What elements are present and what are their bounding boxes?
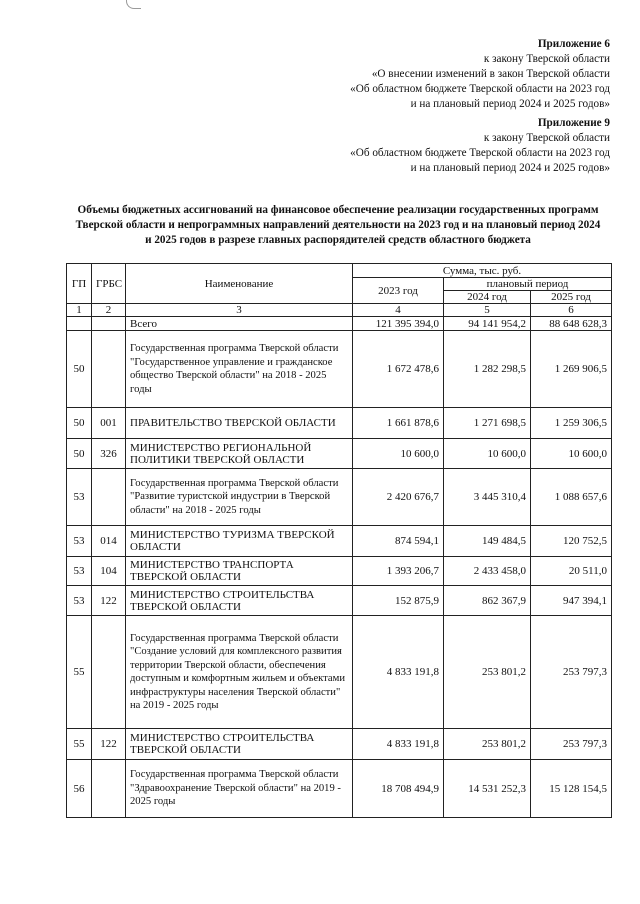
row-name: ПРАВИТЕЛЬСТВО ТВЕРСКОЙ ОБЛАСТИ	[126, 408, 353, 439]
header-name: Наименование	[126, 264, 353, 304]
document-title-line: Тверской области и непрограммных направлений деятельности на 2023 год и на плановый период 2024	[75, 219, 601, 231]
value-2025: 1 259 306,5	[531, 408, 612, 439]
document-title-line: Объемы бюджетных ассигнований на финансовое обеспечение реализации государственных программ	[77, 204, 599, 216]
column-number: 2	[92, 304, 126, 317]
table-row	[67, 439, 612, 469]
value-2024: 2 433 458,0	[444, 557, 531, 586]
value-2025: 10 600,0	[531, 439, 612, 469]
row-name: МИНИСТЕРСТВО СТРОИТЕЛЬСТВА ТВЕРСКОЙ ОБЛАСТИ	[126, 586, 353, 616]
grbs-code: 001	[92, 408, 126, 439]
gp-code: 56	[67, 760, 92, 818]
value-2023: 874 594,1	[353, 526, 444, 557]
header-2025: 2025 год	[531, 291, 612, 304]
value-2024: 862 367,9	[444, 586, 531, 616]
row-name: Государственная программа Тверской области "Развитие туристской индустрии в Тверской области" на 2018 - 2025 годы	[126, 469, 353, 526]
budget-table	[66, 263, 612, 818]
appendix-9-line: «Об областном бюджете Тверской области на 2023 год	[350, 147, 610, 159]
header-gp: ГП	[67, 264, 92, 304]
total-label: Всего	[126, 317, 353, 331]
value-2024: 149 484,5	[444, 526, 531, 557]
gp-code: 53	[67, 557, 92, 586]
column-number: 5	[444, 304, 531, 317]
row-name: Государственная программа Тверской области "Государственное управление и гражданское общество Тверской области" на 2018 - 2025 годы	[126, 331, 353, 408]
grbs-code	[92, 469, 126, 526]
value-2025: 1 269 906,5	[531, 331, 612, 408]
grbs-code	[92, 331, 126, 408]
column-number: 4	[353, 304, 444, 317]
value-2023: 2 420 676,7	[353, 469, 444, 526]
value-2024: 10 600,0	[444, 439, 531, 469]
total-2023: 121 395 394,0	[353, 317, 444, 331]
table-row	[67, 557, 612, 586]
value-2023: 4 833 191,8	[353, 616, 444, 729]
row-name: Государственная программа Тверской области "Здравоохранение Тверской области" на 2019 - 2025 годы	[126, 760, 353, 818]
appendix-9-title: Приложение 9	[537, 117, 610, 129]
table-row	[67, 408, 612, 439]
value-2023: 4 833 191,8	[353, 729, 444, 760]
grbs-code: 326	[92, 439, 126, 469]
value-2025: 15 128 154,5	[531, 760, 612, 818]
header-2023: 2023 год	[353, 278, 444, 304]
value-2023: 152 875,9	[353, 586, 444, 616]
header-grbs: ГРБС	[92, 264, 126, 304]
value-2023: 1 393 206,7	[353, 557, 444, 586]
appendix-9-header	[350, 116, 610, 176]
header-2024: 2024 год	[444, 291, 531, 304]
total-gp-cell	[67, 317, 92, 331]
grbs-code: 104	[92, 557, 126, 586]
table-row	[67, 526, 612, 557]
appendix-6-line: «Об областном бюджете Тверской области на 2023 год	[350, 83, 610, 95]
gp-code: 53	[67, 469, 92, 526]
value-2025: 1 088 657,6	[531, 469, 612, 526]
appendix-6-line: «О внесении изменений в закон Тверской области	[371, 68, 610, 80]
appendix-9-line: к закону Тверской области	[483, 132, 610, 144]
value-2023: 10 600,0	[353, 439, 444, 469]
total-2024: 94 141 954,2	[444, 317, 531, 331]
value-2024: 253 801,2	[444, 729, 531, 760]
value-2024: 3 445 310,4	[444, 469, 531, 526]
row-name: МИНИСТЕРСТВО ТРАНСПОРТА ТВЕРСКОЙ ОБЛАСТИ	[126, 557, 353, 586]
value-2024: 1 271 698,5	[444, 408, 531, 439]
value-2024: 253 801,2	[444, 616, 531, 729]
scan-artifact	[126, 0, 141, 9]
appendix-9-line: и на плановый период 2024 и 2025 годов»	[410, 162, 610, 174]
appendix-6-line: и на плановый период 2024 и 2025 годов»	[410, 98, 610, 110]
grbs-code: 122	[92, 729, 126, 760]
appendix-6-line: к закону Тверской области	[483, 53, 610, 65]
value-2023: 1 672 478,6	[353, 331, 444, 408]
row-name: Государственная программа Тверской области "Создание условий для комплексного развития территории Тверской области, обеспечения доступным и комфортным жильем и объектами инфраструктуры населения Тверской области" на 2019 - 2025 годы	[126, 616, 353, 729]
gp-code: 50	[67, 408, 92, 439]
table-row-program	[67, 616, 612, 729]
table-row-program	[67, 760, 612, 818]
table-row	[67, 586, 612, 616]
table-row	[67, 729, 612, 760]
value-2023: 18 708 494,9	[353, 760, 444, 818]
table-row-program	[67, 469, 612, 526]
document-title	[58, 203, 618, 248]
grbs-code: 122	[92, 586, 126, 616]
total-grbs-cell	[92, 317, 126, 331]
row-name: МИНИСТЕРСТВО СТРОИТЕЛЬСТВА ТВЕРСКОЙ ОБЛАСТИ	[126, 729, 353, 760]
gp-code: 50	[67, 439, 92, 469]
gp-code: 53	[67, 586, 92, 616]
total-2025: 88 648 628,3	[531, 317, 612, 331]
table-row-program	[67, 331, 612, 408]
header-planned-period: плановый период	[444, 278, 612, 291]
total-row	[67, 317, 612, 331]
value-2025: 947 394,1	[531, 586, 612, 616]
appendix-6-title: Приложение 6	[537, 38, 610, 50]
value-2024: 14 531 252,3	[444, 760, 531, 818]
grbs-code	[92, 616, 126, 729]
column-number: 3	[126, 304, 353, 317]
row-name: МИНИСТЕРСТВО ТУРИЗМА ТВЕРСКОЙ ОБЛАСТИ	[126, 526, 353, 557]
row-name: МИНИСТЕРСТВО РЕГИОНАЛЬНОЙ ПОЛИТИКИ ТВЕРСКОЙ ОБЛАСТИ	[126, 439, 353, 469]
gp-code: 55	[67, 729, 92, 760]
gp-code: 53	[67, 526, 92, 557]
value-2023: 1 661 878,6	[353, 408, 444, 439]
header-sum: Сумма, тыс. руб.	[353, 264, 612, 278]
value-2025: 120 752,5	[531, 526, 612, 557]
column-number: 6	[531, 304, 612, 317]
value-2025: 253 797,3	[531, 616, 612, 729]
grbs-code: 014	[92, 526, 126, 557]
gp-code: 50	[67, 331, 92, 408]
document-title-line: и 2025 годов в разрезе главных распорядителей средств областного бюджета	[145, 234, 531, 246]
value-2025: 253 797,3	[531, 729, 612, 760]
column-number: 1	[67, 304, 92, 317]
appendix-6-header	[350, 37, 610, 112]
grbs-code	[92, 760, 126, 818]
value-2025: 20 511,0	[531, 557, 612, 586]
value-2024: 1 282 298,5	[444, 331, 531, 408]
gp-code: 55	[67, 616, 92, 729]
